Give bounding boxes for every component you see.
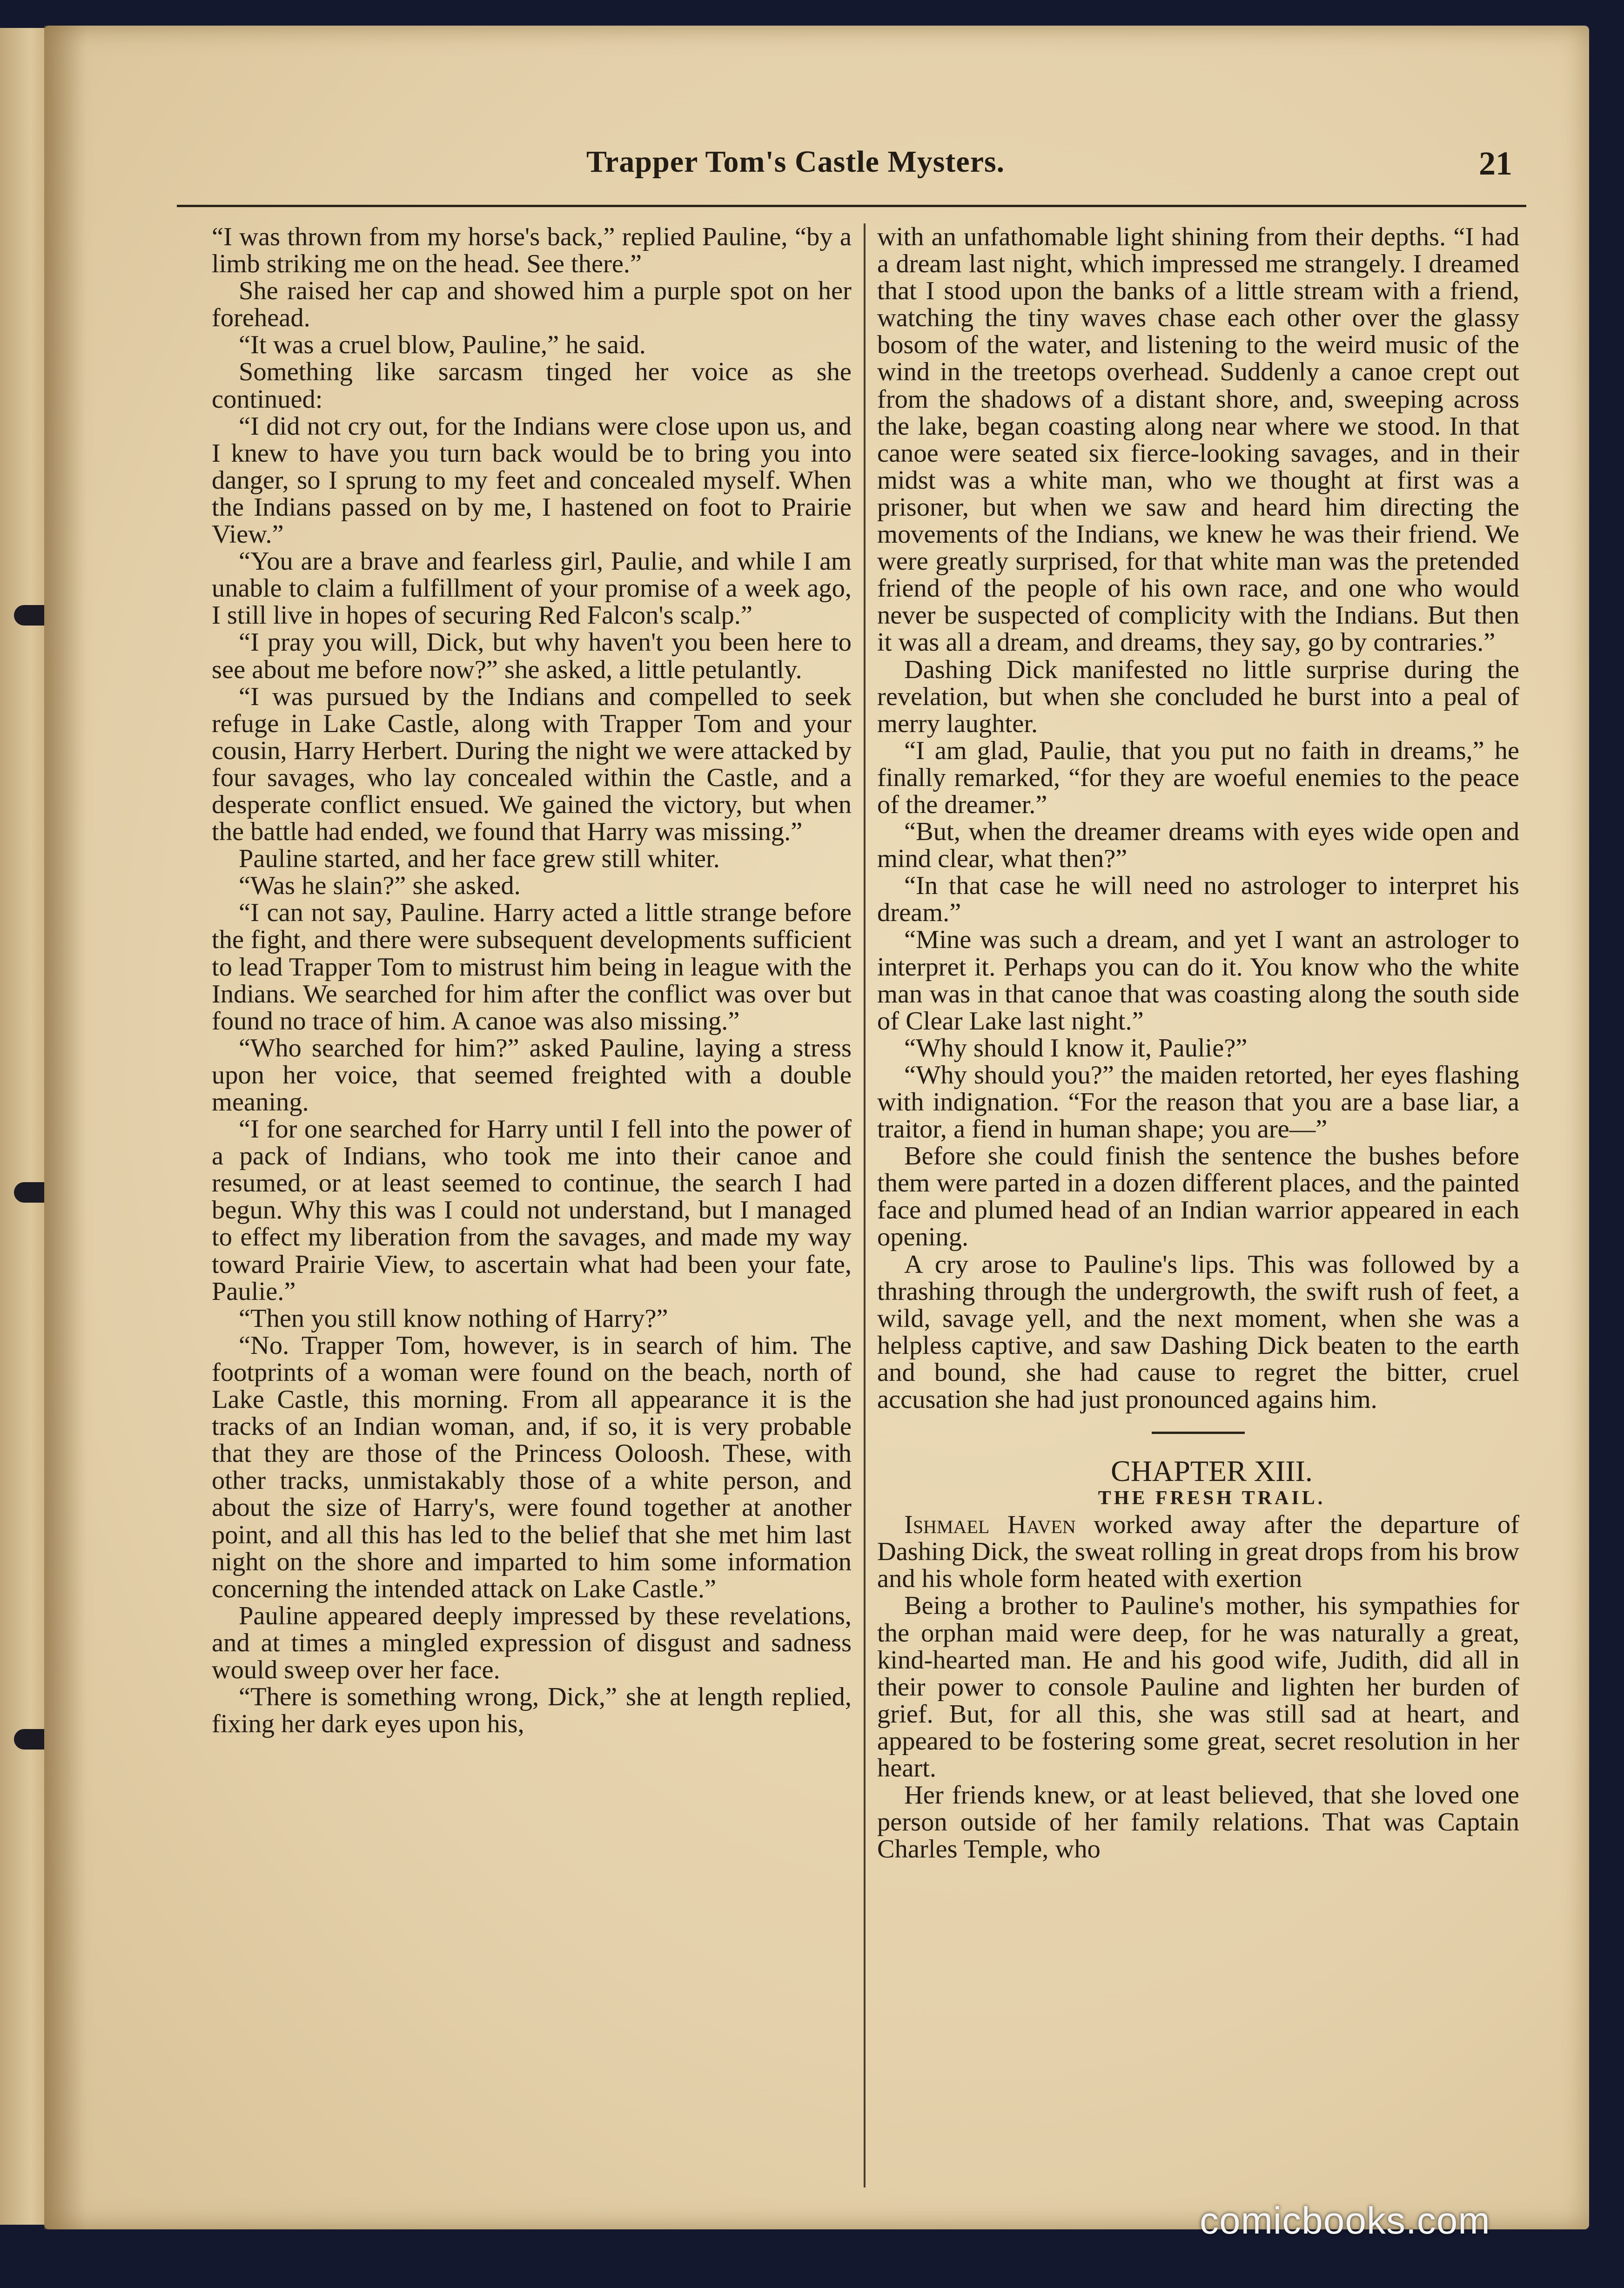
paragraph: “But, when the dreamer dreams with eyes wide open and mind clear, what then?”	[877, 817, 1519, 874]
paragraph: Before she could finish the sentence the bushes before them were parted in a dozen different places, and the painted face and plumed head of an Indian warrior appeared in each opening.	[877, 1142, 1519, 1252]
right-text-column	[877, 223, 1519, 1863]
page-gutter	[44, 26, 86, 2229]
chapter-heading: CHAPTER XIII.	[1111, 1454, 1313, 1488]
left-text-column	[212, 223, 852, 1737]
paragraph: “You are a brave and fearless girl, Paulie, and while I am unable to claim a fulfillment of your promise of a week ago, I still live in hopes of securing Red Falcon's scalp.”	[212, 547, 852, 630]
paragraph: “I can not say, Pauline. Harry acted a little strange before the fight, and there were subsequent developments sufficient to lead Trapper Tom to mistrust him being in league with the Indians. We searched for him after the conflict was over but found no trace of him. A canoe was also missing.”	[212, 898, 852, 1036]
paragraph: Something like sarcasm tinged her voice as she continued:	[212, 357, 852, 414]
paragraph: Being a brother to Pauline's mother, his sympathies for the orphan maid were deep, for he was naturally a great, kind-hearted man. He and his good wife, Judith, did all in their power to console Pauline and lighten her burden of grief. But, for all this, she was still sad at heart, and appeared to be fostering some great, secret resolution in her heart.	[877, 1591, 1519, 1783]
running-title: Trapper Tom's Castle Mysters.	[586, 145, 1005, 179]
chapter-separator	[1152, 1432, 1245, 1434]
paragraph-text: worked away after the departure of Dashing Dick, the sweat rolling in great drops from his brow and his whole form heated with exertion	[877, 1510, 1520, 1594]
paragraph: “I am glad, Paulie, that you put no faith in dreams,” he finally remarked, “for they are woeful enemies to the peace of the dreamer.”	[877, 736, 1519, 819]
paragraph: Pauline appeared deeply impressed by these revelations, and at times a mingled expression of disgust and sadness would sweep over her face.	[212, 1601, 852, 1684]
paragraph: Her friends knew, or at least believed, that she loved one person outside of her family relations. That was Captain Charles Temple, who	[877, 1781, 1519, 1864]
column-rule	[864, 223, 866, 2187]
paragraph: “I for one searched for Harry until I fell into the power of a pack of Indians, who took me into their canoe and resumed, or at least seemed to continue, the search I had begun. Why this was I could not understand, but I managed to effect my liberation from the savages, and made my way toward Prairie View, to ascertain what had been your fate, Paulie.”	[212, 1115, 852, 1306]
paragraph: “I was pursued by the Indians and compelled to seek refuge in Lake Castle, along with Trapper Tom and your cousin, Harry Herbert. During the night we were attacked by four savages, who lay concealed within the Castle, and a desperate conflict ensued. We gained the victory, but when the battle had ended, we found that Harry was missing.”	[212, 682, 852, 847]
paragraph: “Was he slain?” she asked.	[239, 871, 521, 901]
chapter-opening-paragraph	[877, 1511, 1519, 1592]
paragraph: “No. Trapper Tom, however, is in search of him. The footprints of a woman were found on the beach, north of Lake Castle, this morning. From all appearance it is the tracks of an Indian woman, and, if so, it is very probable that they are those of the Princess Ooloosh. These, with other tracks, unmistakably those of a white person, and about the size of Harry's, were found together at another point, and all this has led to the belief that she met him last night on the shore and imparted to him some information concerning the intended attack on Lake Castle.”	[212, 1331, 852, 1603]
paragraph: “I pray you will, Dick, but why haven't you been here to see about me before now?” she asked, a little petulantly.	[212, 628, 852, 684]
paragraph: “In that case he will need no astrologer to interpret his dream.”	[877, 871, 1519, 928]
paragraph: “Why should I know it, Paulie?”	[904, 1033, 1248, 1063]
paragraph: “I did not cry out, for the Indians were close upon us, and I knew to have you turn back would be to bring you into danger, so I sprung to my feet and concealed myself. When the Indians passed on by me, I hastened on foot to Prairie View.”	[212, 411, 852, 549]
paragraph: Pauline started, and her face grew still whiter.	[239, 844, 720, 874]
paragraph: with an unfathomable light shining from their depths. “I had a dream last night, which impressed me strangely. I dreamed that I stood upon the banks of a little stream with a friend, watching the tiny waves chase each other over the glassy bosom of the water, and listening to the weird music of the wind in the treetops overhead. Suddenly a canoe crept out from the shadows of a distant shore, and, sweeping across the lake, began coasting along near where we stood. In that canoe were seated six fierce-looking savages, and in their midst was a white man, who we thought at first was a prisoner, but when we saw and heard him directing the movements of the Indians, we knew he was their friend. We were greatly surprised, for that white man was the pretended friend of the people of his own race, and one who would never be suspected of complicity with the Indians. But then it was all a dream, and dreams, they say, go by contraries.”	[877, 222, 1519, 657]
paragraph: Dashing Dick manifested no little surprise during the revelation, but when she concluded he burst into a peal of merry laughter.	[877, 655, 1519, 738]
watermark: comicbooks.com	[1200, 2200, 1490, 2242]
chapter-title: THE FRESH TRAIL.	[1098, 1487, 1326, 1509]
paragraph: “Mine was such a dream, and yet I want an astrologer to interpret it. Perhaps you can do it. You know who the white man was in that canoe that was coasting along the south side of Clear Lake last night.”	[877, 925, 1519, 1036]
paragraph: “I was thrown from my horse's back,” replied Pauline, “by a limb striking me on the head. See there.”	[212, 222, 852, 279]
paragraph: “Then you still know nothing of Harry?”	[239, 1304, 668, 1333]
paragraph: “Who searched for him?” asked Pauline, laying a stress upon her voice, that seemed freighted with a double meaning.	[212, 1033, 852, 1117]
page-number: 21	[1479, 145, 1512, 182]
paragraph: She raised her cap and showed him a purple spot on her forehead.	[212, 276, 852, 333]
paragraph: “Why should you?” the maiden retorted, her eyes flashing with indignation. “For the reason that you are a base liar, a traitor, a fiend in human shape; you are—”	[877, 1060, 1519, 1144]
paragraph: “There is something wrong, Dick,” she at length replied, fixing her dark eyes upon his,	[212, 1682, 852, 1739]
page-header	[177, 144, 1526, 207]
paragraph: A cry arose to Pauline's lips. This was followed by a thrashing through the undergrowth, the swift rush of feet, a wild, savage yell, and the next moment, when she was a helpless captive, and saw Dashing Dick beaten to the earth and bound, she had cause to regret the bitter, cruel accusation she had just pronounced agains him.	[877, 1250, 1519, 1414]
lead-name: Ishmael Haven	[904, 1510, 1076, 1540]
paragraph: “It was a cruel blow, Pauline,” he said.	[239, 330, 646, 360]
